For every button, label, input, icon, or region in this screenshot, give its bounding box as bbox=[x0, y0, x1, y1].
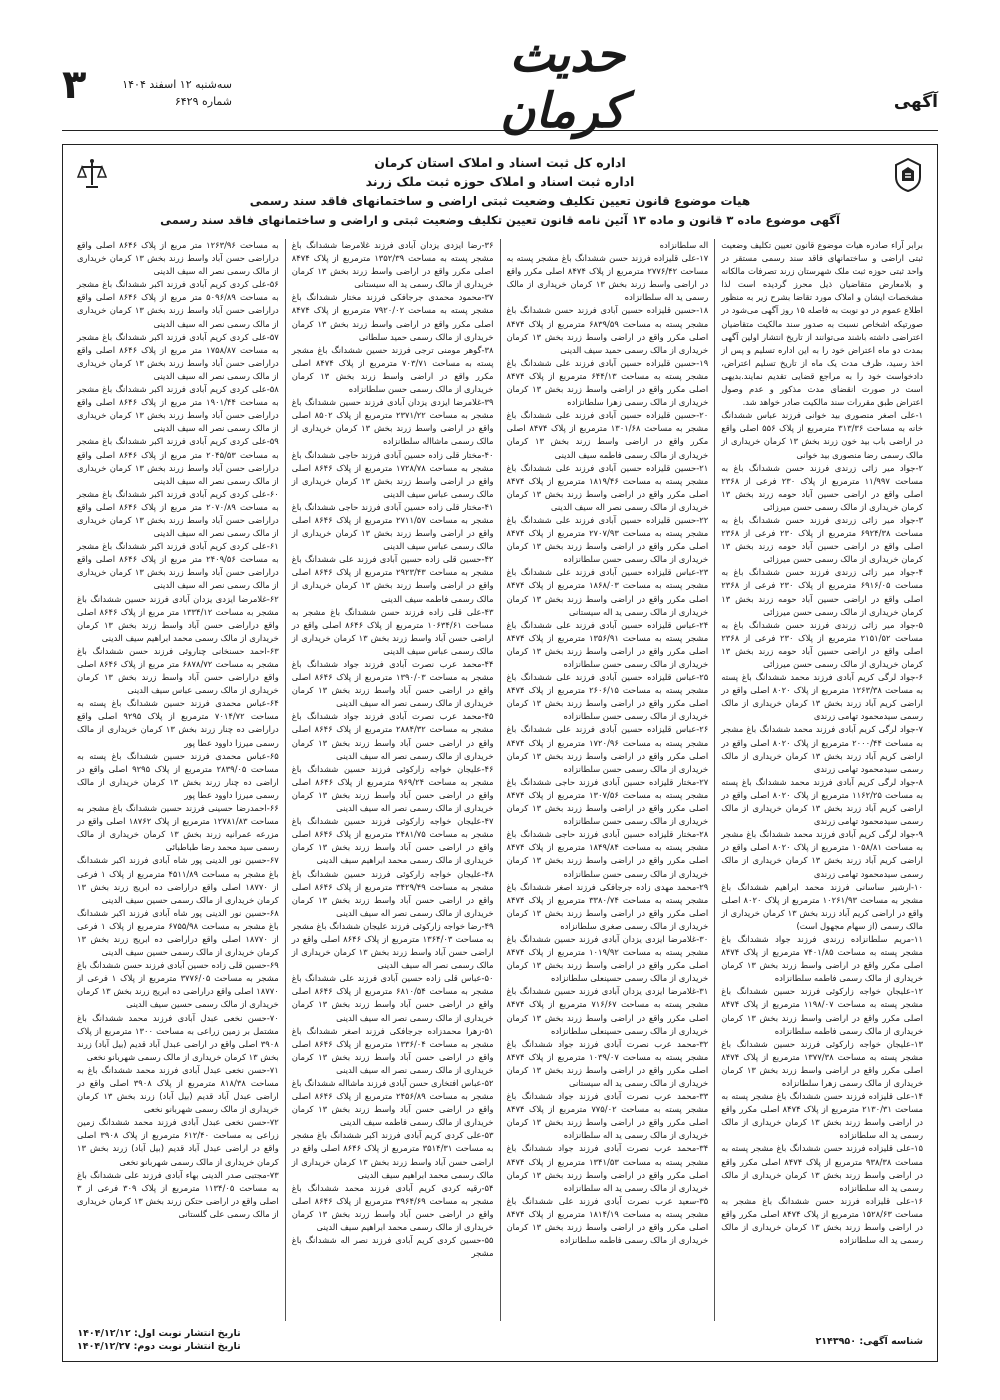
notice-entry: ۲۸-مختار قلیزاده حسین آبادی فرزند حاجی ششدانگ باغ مشجر پسته به مساحت ۱۸۴۹/۸۴ مترمربع از پلاک ۸۴۷۴ اصلی مکرر واقع در اراضی واسط زرند بخش ۱۳ کرمان خریداری از مالک رسمی حسن سلطانزاده bbox=[506, 829, 709, 879]
column-divider bbox=[500, 239, 501, 1321]
notice-entry: ۳۲-محمد عرب نصرت آبادی فرزند جواد ششدانگ باغ مشجر پسته به مساحت ۱۰۳۹/۰۷ مترمربع از پلاک ۸۴۷۴ اصلی مکرر واقع در اراضی واسط زرند بخش ۱۳ کرمان خریداری از مالک رسمی ید اله سیستانی bbox=[506, 1038, 709, 1088]
notice-entry: ۵۵-حسین کردی کریم آبادی فرزند نصر اله ششدانگ باغ مشجر bbox=[291, 1235, 494, 1259]
notice-entry: ۵۷-علی کردی کریم آبادی فرزند اکبر ششدانگ باغ مشجر به مساحت ۱۷۵۸/۸۷ متر مربع از پلاک ۸۶۴۶ اصلی واقع دراراضی حسن آباد واسط زرند بخش ۱۳ کرمان خریداری از مالک رسمی نصر اله سیف الدینی bbox=[77, 331, 279, 381]
notice-entry: ۲۰-حسین قلیزاده حسین آبادی فرزند علی ششدانگ باغ مشجر به مساحت ۱۳۰۱/۶۸ مترمربع از پلاک ۸۴۷۴ اصلی مکرر واقع در اراضی واسط زرند بخش ۱۳ کرمان خریداری از مالک رسمی فاطمه سیف الدینی bbox=[506, 410, 709, 460]
newspaper-logo: حدیث کرمان bbox=[500, 27, 625, 139]
notice-heading-4: آگهی موضوع ماده ۳ قانون و ماده ۱۳ آئین نامه قانون تعیین تکلیف وضعیت ثبتی و اراضی و ساختمانهای فاقد سند رسمی bbox=[160, 213, 840, 227]
notice-entry: ۶۱-علی کردی کریم آبادی فرزند اکبر ششدانگ باغ مشجر به مساحت ۲۴۰۹/۵۶ متر مربع از پلاک ۸۶۴۶ اصلی واقع دراراضی حسن آباد واسط زرند بخش ۱۳ کرمان خریداری از مالک رسمی نصر اله سیف الدینی bbox=[77, 541, 279, 591]
ad-identifier: شناسه آگهی: ۲۱۴۳۹۵۰ bbox=[815, 1336, 923, 1347]
publication-date-first: تاریخ انتشار نوبت اول: ۱۴۰۴/۱۲/۱۲ bbox=[77, 1328, 241, 1339]
notice-entry: ۷۱-حسن نخعی عبدل آبادی فرزند محمد ششدانگ باغ به مساحت ۸۱۸/۳۸ مترمربع از پلاک ۳۹۰۸ اصلی واقع در اراضی عبدل آباد قدیم (بیل آباد) زرند بخش ۱۳ کرمان خریداری از مالک رسمی شهربانو نخعی bbox=[77, 1064, 279, 1115]
notice-entry: ۵-جواد میر زائی زرندی فرزند حسن ششدانگ باغ به مساحت ۲۱۵۱/۵۲ مترمربع از پلاک ۲۳۰ فرعی از ۲۳۶۸ اصلی واقع در اراضی حسین آباد حومه زرند بخش ۱۳ کرمان خریداری از مالک رسمی حسن میرزائی bbox=[721, 619, 923, 669]
notice-entry: ۳۹-غلامرضا ایزدی یزدان آبادی فرزند حسین ششدانگ باغ مشجر به مساحت ۲۳۷۱/۲۲ مترمربع از پلاک ۸۵۰۲ اصلی واقع در اراضی واسط زرند بخش ۱۳ کرمان خریداری از مالک رسمی ماشااله سلطانزاده bbox=[291, 397, 494, 447]
notice-entry: ۴۵-محمد عرب نصرت آبادی فرزند جواد ششدانگ باغ مشجر به مساحت ۲۸۸۴/۳۲ مترمربع از پلاک ۸۶۴۶ اصلی واقع در اراضی حسن آباد واسط زرند بخش ۱۳ کرمان خریداری از مالک رسمی نصر اله سیف الدینی bbox=[291, 711, 494, 761]
notice-entry: ۳۴-محمد عرب نصرت آبادی فرزند جواد ششدانگ باغ مشجر پسته به مساحت ۱۳۴۱/۵۳ مترمربع از پلاک ۸۴۷۴ اصلی مکرر واقع در اراضی واسط زرند بخش ۱۳ کرمان خریداری از مالک رسمی ید اله سلطانزاده bbox=[506, 1143, 709, 1193]
notice-columns bbox=[71, 239, 929, 1321]
notice-entry: ۲۷-مختار قلیزاده حسین آبادی فرزند حاجی ششدانگ باغ مشجر پسته به مساحت ۱۳۰۷/۵۶ مترمربع از پلاک ۸۴۷۴ اصلی مکرر واقع در اراضی واسط زرند بخش ۱۳ کرمان خریداری از مالک رسمی حسن سلطانزاده bbox=[506, 776, 709, 827]
notice-column-1 bbox=[715, 239, 929, 1321]
notice-entry: برابر آراء صادره هیات موضوع قانون تعیین تکلیف وضعیت ثبتی اراضی و ساختمانهای فاقد سند رسمی مستقر در واحد ثبتی حوزه ثبت ملک شهرستان زرند تصرفات مالکانه و بلامعارض متقاضیان ذیل محرز گردیده است لذا مشخصات ایشان و املاک مورد تقاضا بشرح زیر به منظور اطلاع عموم در دو نوبت به فاصله ۱۵ روز آگهی می‌شود در صورتیکه اشخاص نسبت به صدور سند مالکیت متقاضیان اعتراضی داشته باشند می‌توانند از تاریخ انتشار اولین آگهی بمدت دو ماه اعتراض خود را به این اداره تسلیم و پس از اخذ رسید، ظرف مدت یک ماه از تاریخ تسلیم اعتراض، دادخواست خود را به مراجع قضایی تقدیم نمایند.بدیهی است در صورت انقضای مدت مذکور و عدم وصول اعتراض طبق مقررات سند مالکیت صادر خواهد شد. bbox=[721, 240, 923, 408]
notice-entry: ۴۹-رضا خواجه زارکوئی فرزند علیجان ششدانگ باغ مشجر به مساحت ۱۳۶۴/۰۳ مترمربع از پلاک ۸۶۴۶ اصلی واقع در اراضی حسن آباد واسط زرند بخش ۱۳ کرمان خریداری از مالک رسمی نصر اله سیف الدینی bbox=[291, 920, 494, 971]
issue-number: شماره ۶۴۲۹ bbox=[174, 95, 232, 108]
notice-entry: ۲۱-حسین قلیزاده حسین آبادی فرزند علی ششدانگ باغ مشجر پسته به مساحت ۱۸۱۹/۴۶ مترمربع از پلاک ۸۴۷۴ اصلی مکرر واقع در اراضی واسط زرند بخش ۱۳ کرمان خریداری از مالک رسمی نصر اله سیف الدینی bbox=[506, 462, 709, 512]
notice-entry: ۷۰-حسن نخعی عبدل آبادی فرزند محمد ششدانگ باغ مشتمل بر زمین زراعی به مساحت ۱۳۰۰ مترمربع از پلاک ۳۹۰۸ اصلی واقع در اراضی عبدل آباد قدیم (بیل آباد) زرند بخش ۱۳ کرمان خریداری از مالک رسمی شهربانو نخعی bbox=[77, 1012, 279, 1062]
notice-entry: ۱۸-حسین قلیزاده حسین آبادی فرزند حسن ششدانگ باغ مشجر پسته به مساحت ۶۸۳۹/۵۹ مترمربع از پلاک ۸۴۷۴ اصلی مکرر واقع در اراضی واسط زرند بخش ۱۳ کرمان خریداری از مالک رسمی حمید سیف الدینی bbox=[506, 305, 709, 355]
notice-column-2 bbox=[501, 239, 715, 1321]
notice-entry: ۳۸-گوهر مومنی ترجی فرزند حسین ششدانگ باغ مشجر پسته به مساحت ۷۰۳/۷۱ مترمربع از پلاک ۸۴۷۴ اصلی مکرر واقع در اراضی واسط زرند بخش ۱۳ کرمان خریداری از مالک رسمی حسن سلطانزاده bbox=[291, 344, 494, 395]
notice-entry: ۳-جواد میر زائی زرندی فرزند حسن ششدانگ باغ به مساحت ۶۹۲۴/۳۸ مترمربع از پلاک ۲۳۰ فرعی از ۲۳۶۸ اصلی واقع در اراضی حسین آباد حومه زرند بخش ۱۳ کرمان خریداری از مالک رسمی حسن میرزائی bbox=[721, 514, 923, 565]
notice-entry: ۴-جواد میر زائی زرندی فرزند حسن ششدانگ باغ به مساحت ۶۹۱۶/۰۵ مترمربع از پلاک ۲۳۰ فرعی از ۲۳۶۸ اصلی واقع در اراضی حسین آباد حومه زرند بخش ۱۳ کرمان خریداری از مالک رسمی حسن میرزائی bbox=[721, 567, 923, 617]
registration-org-emblem-icon bbox=[891, 155, 925, 195]
notice-entry: ۲۴-عباس قلیزاده حسین آبادی فرزند علی ششدانگ باغ مشجر پسته به مساحت ۱۳۵۶/۹۱ مترمربع از پلاک ۸۴۷۴ اصلی مکرر واقع در اراضی واسط زرند بخش ۱۳ کرمان خریداری از مالک رسمی حسن سلطانزاده bbox=[506, 619, 709, 669]
issue-date: سه‌شنبه ۱۲ اسفند ۱۴۰۴ bbox=[122, 78, 232, 91]
notice-entry: ۴۶-علیجان خواجه زارکوئی فرزند حسین ششدانگ باغ مشجر به مساحت ۹۶۹/۲۴ مترمربع از پلاک ۸۶۴۶ اصلی واقع در اراضی حسن آباد واسط زرند بخش ۱۳ کرمان خریداری از مالک رسمی نصر اله سیف الدینی bbox=[291, 763, 494, 814]
notice-entry: ۵۲-عباس افتخاری حسن آبادی فرزند ماشااله ششدانگ باغ مشجر به مساحت ۲۴۵۶/۸۹ مترمربع از پلاک ۸۶۴۶ اصلی واقع در اراضی حسن آباد واسط زرند بخش ۱۳ کرمان خریداری از مالک رسمی فاطمه سیف الدینی bbox=[291, 1078, 494, 1128]
notice-entry: ۱۱-مریم سلطانزاده زرندی فرزند جواد ششدانگ باغ مشجر پسته به مساحت ۷۴۰۱/۸۵ مترمربع از پلاک ۸۴۷۴ اصلی مکرر واقع در اراضی واسط زرند بخش ۱۳ کرمان خریداری از مالک رسمی فاطمه سلطانزاده bbox=[721, 933, 923, 984]
notice-entry: ۴۲-حسین قلی زاده حسین آبادی فرزند علی ششدانگ باغ مشجر به مساحت ۲۹۲۳/۴۳ مترمربع از پلاک ۸۶۴۶ اصلی واقع در اراضی واسط زرند بخش ۱۳ کرمان خریداری از مالک رسمی فاطمه سیف الدینی bbox=[291, 554, 494, 604]
notice-entry: ۷-جواد لرگی کریم آبادی فرزند محمد ششدانگ باغ مشجر به مساحت ۲۰۰۰/۴۴ مترمربع از پلاک ۸۰۲۰ اصلی واقع در اراضی کریم آباد زرند بخش ۱۳ کرمان خریداری از مالک رسمی سیدمحمود تهامی زرندی bbox=[721, 724, 923, 774]
notice-entry: ۳۷-محمود محمدی جرجافکی فرزند مختار ششدانگ باغ مشجر پسته به مساحت ۷۹۲۰/۰۲ مترمربع از پلاک ۸۴۷۴ اصلی مکرر واقع در اراضی واسط زرند بخش ۱۳ کرمان خریداری از مالک رسمی حمید سلطانی bbox=[291, 292, 494, 342]
notice-entry: ۵۴-رقیه کردی کریم آبادی فرزند محمد ششدانگ باغ مشجر به مساحت ۳۹۶۴/۶۹ مترمربع از پلاک ۸۶۴۶ اصلی واقع در اراضی حسن آباد واسط زرند بخش ۱۳ کرمان خریداری از مالک رسمی محمد ابراهیم سیف الدینی bbox=[291, 1182, 494, 1233]
notice-heading-1: اداره کل ثبت اسناد و املاک استان کرمان bbox=[374, 155, 626, 170]
masthead-rule bbox=[62, 130, 938, 131]
notice-entry: ۵۹-علی کردی کریم آبادی فرزند اکبر ششدانگ باغ مشجر به مساحت ۲۰۴۵/۵۳ متر مربع از پلاک ۸۶۴۶ اصلی واقع دراراضی حسن آباد واسط زرند بخش ۱۳ کرمان خریداری از مالک رسمی نصر اله سیف الدینی bbox=[77, 436, 279, 486]
notice-entry: ۶-جواد لرگی کریم آبادی فرزند محمد ششدانگ باغ پسته به مساحت ۱۲۶۳/۳۸ مترمربع از پلاک ۸۰۲۰ اصلی واقع در اراضی کریم آباد زرند بخش ۱۳ کرمان خریداری از مالک رسمی سیدمحمود تهامی زرندی bbox=[721, 672, 923, 722]
notice-entry: ۳۰-غلامرضا ایزدی یزدان آبادی فرزند حسین ششدانگ باغ مشجر پسته به مساحت ۱۰۱۹/۹۲ مترمربع از پلاک ۸۴۷۴ اصلی مکرر واقع در اراضی واسط زرند بخش ۱۳ کرمان خریداری از مالک رسمی حسینعلی سلطانزاده bbox=[506, 933, 709, 984]
notice-entry: ۴۸-علیجان خواجه زارکوئی فرزند حسین ششدانگ باغ مشجر به مساحت ۳۴۲۹/۴۹ مترمربع از پلاک ۸۶۴۶ اصلی واقع در اراضی حسن آباد واسط زرند بخش ۱۳ کرمان خریداری از مالک رسمی نصر اله سیف الدینی bbox=[291, 868, 494, 918]
notice-entry: ۳۱-غلامرضا ایزدی یزدان آبادی فرزند حسین ششدانگ باغ مشجر پسته به مساحت ۷۱۶/۶۷ مترمربع از پلاک ۸۴۷۴ اصلی مکرر واقع در اراضی واسط زرند بخش ۱۳ کرمان خریداری از مالک رسمی حسینعلی سلطانزاده bbox=[506, 986, 709, 1036]
notice-entry: ۹-جواد لرگی کریم آبادی فرزند محمد ششدانگ باغ مشجر به مساحت ۱۰۵۸/۸۱ مترمربع از پلاک ۸۰۲۰ اصلی واقع در اراضی کریم آباد زرند بخش ۱۳ کرمان خریداری از مالک رسمی سیدمحمود تهامی زرندی bbox=[721, 829, 923, 879]
notice-entry: ۵۰-عباس قلی زاده حسین آبادی فرزند علی ششدانگ باغ مشجر به مساحت ۶۸۱۰/۵۴ مترمربع از پلاک ۸۶۴۶ اصلی واقع در اراضی حسن آباد واسط زرند بخش ۱۳ کرمان خریداری از مالک رسمی نصر اله سیف الدینی bbox=[291, 973, 494, 1023]
notice-entry: ۶۵-عباس محمدی فرزند حسین ششدانگ باغ پسته به مساحت ۲۸۳۹/۰۵ مترمربع از پلاک ۹۲۹۵ اصلی واقع در اراضی ده چنار زرند بخش ۱۳ کرمان خریداری از مالک رسمی میرزا داوود عطا پور bbox=[77, 750, 279, 800]
judiciary-scales-icon bbox=[75, 155, 109, 195]
notice-heading-2: اداره ثبت اسناد و املاک حوزه ثبت ملک زرند bbox=[365, 174, 635, 189]
notice-entry: ۱۹-حسین قلیزاده حسین آبادی فرزند علی ششدانگ باغ مشجر پسته به مساحت ۶۴۴/۱۳ مترمربع از پلاک ۸۴۷۴ اصلی مکرر واقع در اراضی واسط زرند بخش ۱۳ کرمان خریداری از مالک رسمی زهرا سلطانزاده bbox=[506, 357, 709, 408]
notice-entry: ۱۵-علی قلیزاده فرزند حسن ششدانگ باغ مشجر پسته به مساحت ۹۳۸/۳۸ مترمربع از پلاک ۸۴۷۴ اصلی مکرر واقع در اراضی واسط زرند بخش ۱۳ کرمان خریداری از مالک رسمی ید اله سلطانزاده bbox=[721, 1143, 923, 1193]
notice-entry: ۳۳-محمد عرب نصرت آبادی فرزند جواد ششدانگ باغ مشجر پسته به مساحت ۷۷۵/۰۲ مترمربع از پلاک ۸۴۷۴ اصلی مکرر واقع در اراضی واسط زرند بخش ۱۳ کرمان خریداری از مالک رسمی ید اله سلطانزاده bbox=[506, 1091, 709, 1141]
page-number: ۳ bbox=[62, 62, 87, 108]
notice-entry: ۳۵-سعید عرب نصرت آبادی فرزند علی ششدانگ باغ مشجر پسته به مساحت ۱۸۱۴/۱۹ مترمربع از پلاک ۸۴۷۴ اصلی مکرر واقع در اراضی واسط زرند بخش ۱۳ کرمان خریداری از مالک رسمی فاطمه سلطانزاده bbox=[506, 1195, 709, 1246]
notice-entry: ۲۶-عباس قلیزاده حسین آبادی فرزند علی ششدانگ باغ مشجر پسته به مساحت ۱۷۲۰/۹۶ مترمربع از پلاک ۸۴۷۴ اصلی مکرر واقع در اراضی واسط زرند بخش ۱۳ کرمان خریداری از مالک رسمی حسن سلطانزاده bbox=[506, 724, 709, 774]
notice-entry: ۱۰-ارشیر ساسانی فرزند محمد ابراهیم ششدانگ باغ مشجر به مساحت ۱۰۲۶۱/۹۳ مترمربع از پلاک ۸۰۲۰ اصلی واقع در اراضی کریم آباد زرند بخش ۱۳ کرمان خریداری از مالک رسمی (از سهام مجهول است) bbox=[721, 881, 924, 931]
notice-column-3 bbox=[286, 239, 500, 1321]
notice-entry: ۵۱-زهرا محمدزاده جرجافکی فرزند اصغر ششدانگ باغ مشجر به مساحت ۱۳۳۶/۰۴ مترمربع از پلاک ۸۶۴۶ اصلی واقع در اراضی حسن آباد واسط زرند بخش ۱۳ کرمان خریداری از مالک رسمی نصر اله سیف الدینی bbox=[291, 1025, 494, 1075]
notice-entry: ۲۲-حسین قلیزاده حسین آبادی فرزند علی ششدانگ باغ مشجر پسته به مساحت ۲۷۰۷/۹۳ مترمربع از پلاک ۸۴۷۴ اصلی مکرر واقع در اراضی واسط زرند بخش ۱۳ کرمان خریداری از مالک رسمی حسن سلطانزاده bbox=[506, 514, 709, 565]
notice-entry: ۱۷-علی قلیزاده فرزند حسن ششدانگ باغ مشجر پسته به مساحت ۲۷۷۶/۴۲ مترمربع از پلاک ۸۴۷۴ اصلی مکرر واقع در اراضی واسط زرند بخش ۱۳ کرمان خریداری از مالک رسمی ید اله سلطانزاده bbox=[506, 253, 709, 303]
section-label: آگهی bbox=[893, 92, 938, 112]
notice-entry: ۴۳-علی قلی زاده فرزند حسن ششدانگ باغ مشجر به مساحت ۱۰۶۳۴/۶۱ مترمربع از پلاک ۸۶۴۶ اصلی واقع در اراضی حسن آباد واسط زرند بخش ۱۳ کرمان خریداری از مالک رسمی عباس سیف الدینی bbox=[291, 606, 494, 656]
publication-date-second: تاریخ انتشار نوبت دوم: ۱۴۰۴/۱۲/۲۷ bbox=[77, 1341, 241, 1352]
notice-entry: ۶۴-عباس محمدی فرزند حسین ششدانگ باغ پسته به مساحت ۷۰۱۴/۷۲ مترمربع از پلاک ۹۲۹۵ اصلی واقع دراراضی ده چنار زرند بخش ۱۳ کرمان خریداری از مالک رسمی میرزا داوود عطا پور bbox=[77, 698, 279, 748]
notice-entry: ۶۹-حسین قلی زاده حسین آبادی فرزند حسن ششدانگ باغ مشجر به مساحت ۳۷۷۶/۰۵ مترمربع از پلاک ۱ فرعی از ۱۸۷۷۰ اصلی واقع دراراضی ده ابریج زرند بخش ۱۳ کرمان خریداری از مالک رسمی حسین سیف الدینی bbox=[77, 960, 279, 1010]
notice-heading-3: هیات موضوع قانون تعیین تکلیف وضعیت ثبتی اراضی و ساختمانهای فاقد سند رسمی bbox=[249, 194, 751, 208]
notice-entry: ۱۲-علیجان خواجه زارکوئی فرزند حسین ششدانگ باغ مشجر پسته به مساحت ۱۱۹۸/۰۷ مترمربع از پلاک ۸۴۷۴ اصلی مکرر واقع در اراضی واسط زرند بخش ۱۳ کرمان خریداری از مالک رسمی فاطمه سلطانزاده bbox=[721, 986, 923, 1036]
notice-entry: ۴۱-مختار قلی زاده حسین آبادی فرزند حاجی ششدانگ باغ مشجر به مساحت ۲۷۱۱/۵۷ مترمربع از پلاک ۸۶۴۶ اصلی واقع در اراضی واسط زرند بخش ۱۳ کرمان خریداری از مالک رسمی عباس سیف الدینی bbox=[291, 501, 494, 552]
notice-entry: ۱۳-علیجان خواجه زارکوئی فرزند حسین ششدانگ باغ مشجر پسته به مساحت ۱۳۷۷/۳۸ مترمربع از پلاک ۸۴۷۴ اصلی مکرر واقع در اراضی واسط زرند بخش ۱۳ کرمان خریداری از مالک رسمی زهرا سلطانزاده bbox=[721, 1038, 923, 1088]
notice-entry: ۵۸-علی کردی کریم آبادی فرزند اکبر ششدانگ باغ مشجر به مساحت ۱۹۰۱/۴۴ متر مربع از پلاک ۸۶۴۶ اصلی واقع دراراضی حسن آباد واسط زرند بخش ۱۳ کرمان خریداری از مالک رسمی نصر اله سیف الدینی bbox=[77, 384, 279, 434]
notice-entry: ۸-جواد لرگی کریم آبادی فرزند محمد ششدانگ باغ پسته به مساحت ۱۱۶۲/۲۵ مترمربع از پلاک ۸۰۲۰ اصلی واقع در اراضی کریم آباد زرند بخش ۱۳ کرمان خریداری از مالک رسمی سیدمحمود تهامی زرندی bbox=[721, 776, 923, 827]
notice-entry: ۱۴-علی قلیزاده فرزند حسن ششدانگ باغ مشجر پسته به مساحت ۲۱۳۰/۳۱ مترمربع از پلاک ۸۴۷۴ اصلی مکرر واقع در اراضی واسط زرند بخش ۱۳ کرمان خریداری از مالک رسمی ید اله سلطانزاده bbox=[721, 1091, 923, 1141]
notice-column-4 bbox=[71, 239, 285, 1321]
notice-entry: ۵۳-علی کردی کریم آبادی فرزند اکبر ششدانگ باغ مشجر به مساحت ۳۵۱۴/۳۱ مترمربع از پلاک ۸۶۴۶ اصلی واقع در اراضی حسن آباد واسط زرند بخش ۱۳ کرمان خریداری از مالک رسمی محمد ابراهیم سیف الدینی bbox=[291, 1130, 494, 1180]
notice-entry: ۶۸-حسین نور الدینی پور شاه آبادی فرزند اکبر ششدانگ باغ مشجر به مساحت ۶۷۵۵/۹۸ مترمربع از پلاک ۱ فرعی از ۱۸۷۷۰ اصلی واقع دراراضی ده ابریج زرند بخش ۱۳ کرمان خریداری از مالک رسمی حسین سیف الدینی bbox=[77, 907, 279, 958]
notice-entry: ۵۶-علی کردی کریم آبادی فرزند اکبر ششدانگ باغ مشجر به مساحت ۵۰۹۶/۸۹ متر مربع از پلاک ۸۶۴۶ اصلی واقع دراراضی حسن آباد واسط زرند بخش ۱۳ کرمان خریداری از مالک رسمی نصر اله سیف الدینی bbox=[77, 279, 279, 329]
notice-entry: ۴۰-مختار قلی زاده حسین آبادی فرزند حاجی ششدانگ باغ مشجر به مساحت ۱۷۲۸/۷۸ مترمربع از پلاک ۸۶۴۶ اصلی واقع در اراضی واسط زرند بخش ۱۳ کرمان خریداری از مالک رسمی عباس سیف الدینی bbox=[291, 449, 494, 499]
notice-entry: اله سلطانزاده bbox=[659, 240, 709, 250]
issue-date-block bbox=[122, 76, 232, 110]
notice-entry: ۶۲-غلامرضا ایزدی یزدان آبادی فرزند حسین ششدانگ باغ مشجر به مساحت ۱۳۳۴/۱۲ متر مربع از پلاک ۸۶۴۶ اصلی واقع دراراضی حسن آباد واسط زرند بخش ۱۳ کرمان خریداری از مالک رسمی محمد ابراهیم سیف الدینی bbox=[77, 593, 279, 643]
notice-entry: ۲۹-محمد مهدی زاده جرجافکی فرزند اصغر ششدانگ باغ مشجر پسته به مساحت ۳۳۸۰/۷۴ مترمربع از پلاک ۸۴۷۴ اصلی مکرر واقع در اراضی واسط زرند بخش ۱۳ کرمان خریداری از مالک رسمی صغری سلطانزاده bbox=[506, 881, 709, 931]
notice-entry: ۷۲-حسن نخعی عبدل آبادی فرزند محمد ششدانگ زمین زراعی به مساحت ۶۱۲/۴۰ مترمربع از پلاک ۳۹۰۸ اصلی واقع در اراضی عبدل آباد قدیم (بیل آباد) زرند بخش ۱۳ کرمان خریداری از مالک رسمی شهربانو نخعی bbox=[77, 1117, 279, 1167]
column-divider bbox=[285, 239, 286, 1321]
notice-entry: ۶۰-علی کردی کریم آبادی فرزند اکبر ششدانگ باغ مشجر به مساحت ۲۰۷۰/۸۹ متر مربع از پلاک ۸۶۴۶ اصلی واقع دراراضی حسن آباد واسط زرند بخش ۱۳ کرمان خریداری از مالک رسمی نصر اله سیف الدینی bbox=[77, 488, 279, 539]
column-divider bbox=[714, 239, 715, 1321]
legal-notice-box bbox=[62, 144, 938, 1362]
notice-entry: ۴۴-محمد عرب نصرت آبادی فرزند جواد ششدانگ باغ مشجر به مساحت ۱۳۹۰/۰۳ مترمربع از پلاک ۸۶۴۶ اصلی واقع در اراضی حسن آباد واسط زرند بخش ۱۳ کرمان خریداری از مالک رسمی نصر اله سیف الدینی bbox=[291, 659, 494, 709]
publication-dates bbox=[77, 1327, 241, 1353]
notice-entry: ۴۷-علیجان خواجه زارکوئی فرزند حسین ششدانگ باغ مشجر به مساحت ۲۴۸۱/۷۵ مترمربع از پلاک ۸۶۴۶ اصلی واقع در اراضی حسن آباد واسط زرند بخش ۱۳ کرمان خریداری از مالک رسمی محمد ابراهیم سیف الدینی bbox=[291, 816, 494, 866]
notice-entry: ۶۶-احمدرضا حسینی فرزند حسین ششدانگ باغ مشجر به مساحت ۱۲۷۸۱/۸۳ مترمربع از پلاک ۱۸۷۶۲ اصلی واقع در مزرعه عمرانیه زرند بخش ۱۳ کرمان خریداری از مالک رسمی سید محمد رضا طباطبائی bbox=[77, 803, 279, 853]
notice-entry: ۶۷-حسین نور الدینی پور شاه آبادی فرزند اکبر ششدانگ باغ مشجر به مساحت ۴۵۱۱/۸۹ مترمربع از پلاک ۱ فرعی از ۱۸۷۷۰ اصلی واقع دراراضی ده ابریج زرند بخش ۱۳ کرمان خریداری از مالک رسمی حسین سیف الدینی bbox=[77, 855, 279, 905]
notice-entry: ۱-علی اصغر منصوری بید خوانی فرزند عباس ششدانگ خانه به مساحت ۳۱۳/۳۶ مترمربع از پلاک ۵۵۶ اصلی واقع در اراضی باب بید خون زرند بخش ۱۳ کرمان خریداری از مالک رسمی رضا منصوری بید خوانی bbox=[721, 410, 923, 460]
notice-entry: ۷۳-مجتبی صدر الدینی بهاء آبادی فرزند علی ششدانگ باغ به مساحت ۱۱۳۴/۰۵ مترمربع از پلاک ۳۰۹ فرعی از ۳ اصلی واقع در اراضی حتکن زرند بخش ۱۳ کرمان خریداری از مالک رسمی علی گلستانی bbox=[77, 1169, 279, 1219]
notice-entry: ۶۳-احمد حسنخانی چناروئی فرزند حسن ششدانگ باغ مشجر به مساحت ۶۸۷۸/۷۲ متر مربع از پلاک ۸۶۴۶ اصلی واقع دراراضی حسن آباد واسط زرند بخش ۱۳ کرمان خریداری از مالک رسمی عباس سیف الدینی bbox=[77, 645, 279, 696]
notice-entry: ۲۳-عباس قلیزاده حسین آبادی فرزند علی ششدانگ باغ مشجر پسته به مساحت ۱۸۶۸/۰۳ مترمربع از پلاک ۸۴۷۴ اصلی مکرر واقع در اراضی واسط زرند بخش ۱۳ کرمان خریداری از مالک رسمی ید اله سیستانی bbox=[506, 567, 709, 617]
notice-entry: ۱۶-علی قلیزاده فرزند حسن ششدانگ باغ مشجر به مساحت ۱۵۲۸/۶۳ مترمربع از پلاک ۸۴۷۴ اصلی مکرر واقع در اراضی واسط زرند بخش ۱۳ کرمان خریداری از مالک رسمی ید اله سلطانزاده bbox=[721, 1195, 923, 1246]
notice-entry: ۳۶-رضا ایزدی یزدان آبادی فرزند غلامرضا ششدانگ باغ مشجر پسته به مساحت ۱۳۵۲/۳۹ مترمربع از پلاک ۸۴۷۴ اصلی مکرر واقع در اراضی واسط زرند بخش ۱۳ کرمان خریداری از مالک رسمی ید اله سیستانی bbox=[291, 240, 494, 290]
notice-entry: به مساحت ۱۲۶۳/۹۶ متر مربع از پلاک ۸۶۴۶ اصلی واقع دراراضی حسن آباد واسط زرند بخش ۱۳ کرمان خریداری از مالک رسمی نصر اله سیف الدینی bbox=[77, 240, 279, 277]
notice-entry: ۲-جواد میر زائی زرندی فرزند حسن ششدانگ باغ به مساحت ۱۱/۹۹۷ مترمربع از پلاک ۲۳۰ فرعی از ۲۳۶۸ اصلی واقع در اراضی حسین آباد حومه زرند بخش ۱۳ کرمان خریداری از مالک رسمی حسن میرزائی bbox=[721, 462, 923, 512]
notice-entry: ۲۵-عباس قلیزاده حسین آبادی فرزند علی ششدانگ باغ مشجر پسته به مساحت ۲۶۰۶/۱۵ مترمربع از پلاک ۸۴۷۴ اصلی مکرر واقع در اراضی واسط زرند بخش ۱۳ کرمان خریداری از مالک رسمی حسن سلطانزاده bbox=[506, 672, 709, 722]
